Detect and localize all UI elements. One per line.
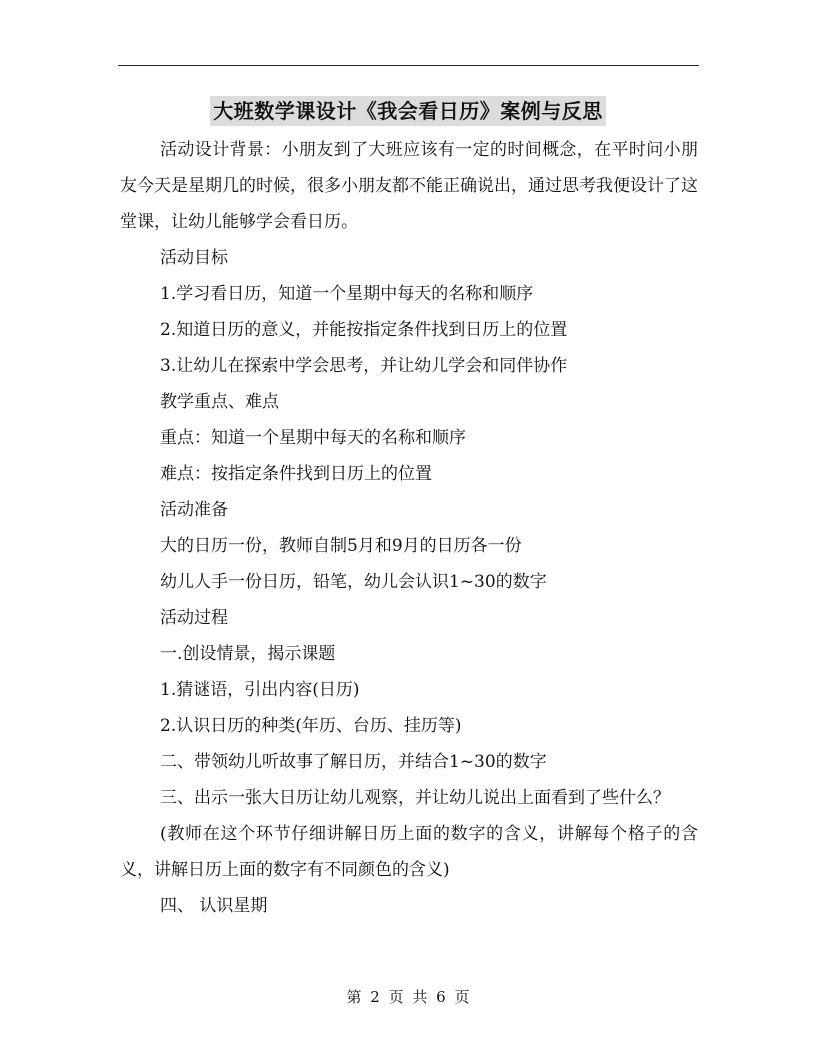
- goal-item-3: 3.让幼儿在探索中学会思考，并让幼儿学会和同伴协作: [160, 356, 568, 376]
- page-footer: 第 2 页 共 6 页: [346, 988, 470, 1006]
- difficult-point: 难点：按指定条件找到日历上的位置: [160, 464, 432, 484]
- preparation-item-1: 大的日历一份，教师自制5月和9月的日历各一份: [160, 536, 522, 556]
- document-title: 大班数学课设计《我会看日历》案例与反思: [210, 96, 606, 126]
- title-container: [0, 96, 816, 126]
- goal-item-2: 2.知道日历的意义，并能按指定条件找到日历上的位置: [160, 320, 568, 340]
- heading-process: 活动过程: [160, 608, 228, 628]
- header-rule: [118, 65, 699, 66]
- paragraph-background: 活动设计背景：小朋友到了大班应该有一定的时间概念，在平时问小朋友今天是星期几的时候，很多小朋友都不能正确说出，通过思考我便设计了这堂课，让幼儿能够学会看日历。: [120, 140, 698, 232]
- process-step-2: 二、带领幼儿听故事了解日历，并结合1~30的数字: [160, 752, 547, 772]
- process-step-3-note: (教师在这个环节仔细讲解日历上面的数字的含义，讲解每个格子的含义，讲解日历上面的数字有不同颜色的含义): [120, 824, 698, 880]
- heading-activity-goals: 活动目标: [160, 248, 228, 268]
- process-step-1-2: 2.认识日历的种类(年历、台历、挂历等): [160, 716, 462, 736]
- heading-key-points: 教学重点、难点: [160, 392, 279, 412]
- heading-preparation: 活动准备: [160, 500, 228, 520]
- process-step-3: 三、出示一张大日历让幼儿观察，并让幼儿说出上面看到了些什么？: [160, 788, 670, 808]
- process-step-4: 四、 认识星期: [160, 896, 268, 916]
- goal-item-1: 1.学习看日历，知道一个星期中每天的名称和顺序: [160, 284, 534, 304]
- preparation-item-2: 幼儿人手一份日历，铅笔，幼儿会认识1~30的数字: [160, 572, 547, 592]
- document-body: [120, 132, 698, 924]
- process-step-1: 一.创设情景，揭示课题: [160, 644, 336, 664]
- key-point: 重点：知道一个星期中每天的名称和顺序: [160, 428, 466, 448]
- process-step-1-1: 1.猜谜语，引出内容(日历): [160, 680, 360, 700]
